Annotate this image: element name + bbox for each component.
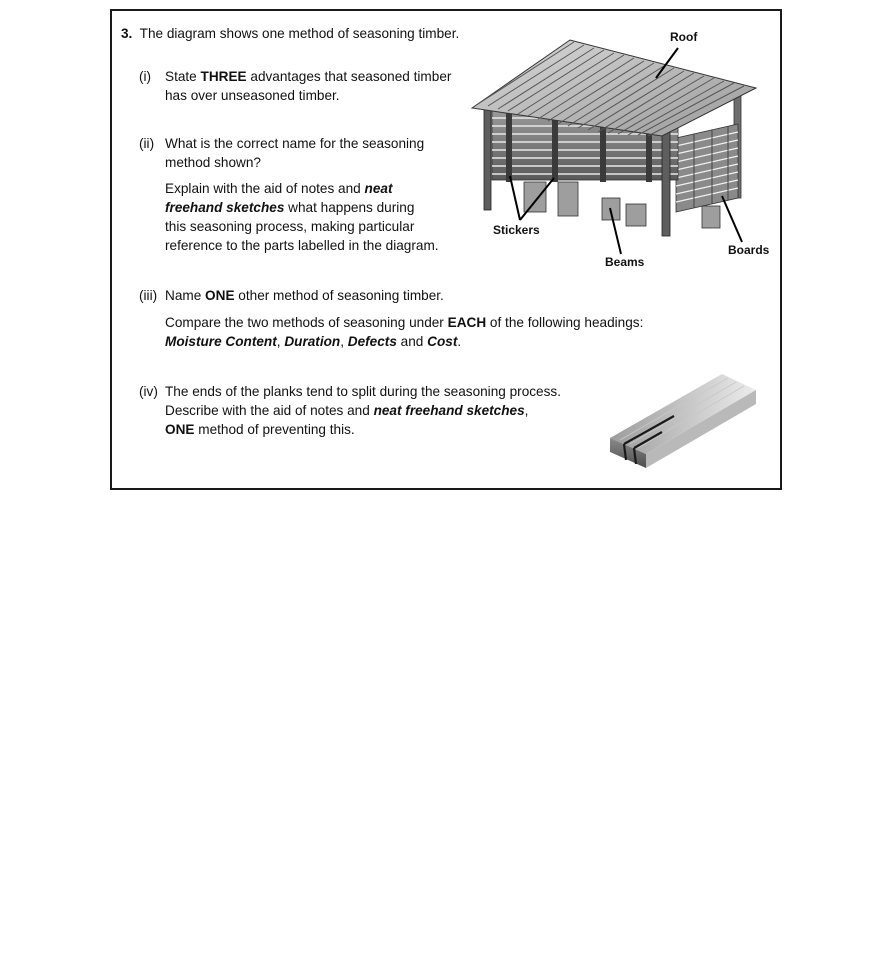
part-ii-explain-line3: this seasoning process, making particular <box>165 219 415 234</box>
heading-duration: Duration <box>284 334 341 349</box>
part-iii-emphasis: EACH <box>447 315 487 330</box>
part-iii-text: of the following headings: <box>486 315 644 330</box>
part-iii-text: Compare the two methods of seasoning under <box>165 315 448 330</box>
question-number: 3. <box>121 26 133 41</box>
part-iii-text: other method of seasoning timber. <box>234 288 444 303</box>
part-iii-line1 <box>165 286 444 305</box>
heading-moisture-content: Moisture Content <box>165 334 277 349</box>
part-iv-line1: The ends of the planks tend to split during the seasoning process. <box>165 384 561 399</box>
separator: , <box>340 334 348 349</box>
part-iv-text: , <box>524 403 529 418</box>
part-i-emphasis: THREE <box>200 69 247 84</box>
label-roof: Roof <box>670 30 698 44</box>
part-iv-text: method of preventing this. <box>194 422 355 437</box>
label-stickers: Stickers <box>493 223 540 237</box>
part-i-marker: (i) <box>139 69 152 84</box>
part-iv-emphasis: neat freehand sketches <box>373 403 525 418</box>
label-beams: Beams <box>605 255 645 269</box>
label-boards: Boards <box>728 243 770 257</box>
heading-defects: Defects <box>347 334 397 349</box>
part-iii-emphasis: ONE <box>205 288 235 303</box>
split-plank-illustration <box>604 368 760 472</box>
part-iv-emphasis: ONE <box>165 422 195 437</box>
part-iii-marker: (iii) <box>139 288 158 303</box>
part-i-line1 <box>165 67 451 86</box>
part-iv-text: Describe with the aid of notes and <box>165 403 374 418</box>
question-stem <box>121 24 459 43</box>
part-iii-text: Name <box>165 288 206 303</box>
part-ii-explain-line2 <box>165 198 414 217</box>
part-iv-line3 <box>165 420 355 439</box>
part-ii-text: Explain with the aid of notes and <box>165 181 365 196</box>
heading-cost: Cost <box>427 334 458 349</box>
part-ii-emphasis: freehand sketches <box>165 200 285 215</box>
part-ii-explain-line1 <box>165 179 392 198</box>
conjunction: and <box>396 334 428 349</box>
separator: , <box>276 334 285 349</box>
part-iv-marker: (iv) <box>139 384 158 399</box>
part-iv-line2 <box>165 401 528 420</box>
part-ii-marker: (ii) <box>139 136 155 151</box>
full-stop: . <box>457 334 462 349</box>
part-iii-headings <box>165 332 461 351</box>
part-ii-question-line1: What is the correct name for the seasoning <box>165 136 425 151</box>
part-iii-line2 <box>165 313 643 332</box>
question-stem-text: The diagram shows one method of seasoning timber. <box>139 26 460 41</box>
part-i-line2: has over unseasoned timber. <box>165 88 340 103</box>
board-stack-side <box>676 124 738 212</box>
part-ii-text: what happens during <box>284 200 415 215</box>
part-ii-question-line2: method shown? <box>165 155 261 170</box>
part-i-text: advantages that seasoned timber <box>246 69 452 84</box>
part-ii-explain-line4: reference to the parts labelled in the diagram. <box>165 238 439 253</box>
part-i-text: State <box>165 69 201 84</box>
part-ii-emphasis: neat <box>364 181 393 196</box>
